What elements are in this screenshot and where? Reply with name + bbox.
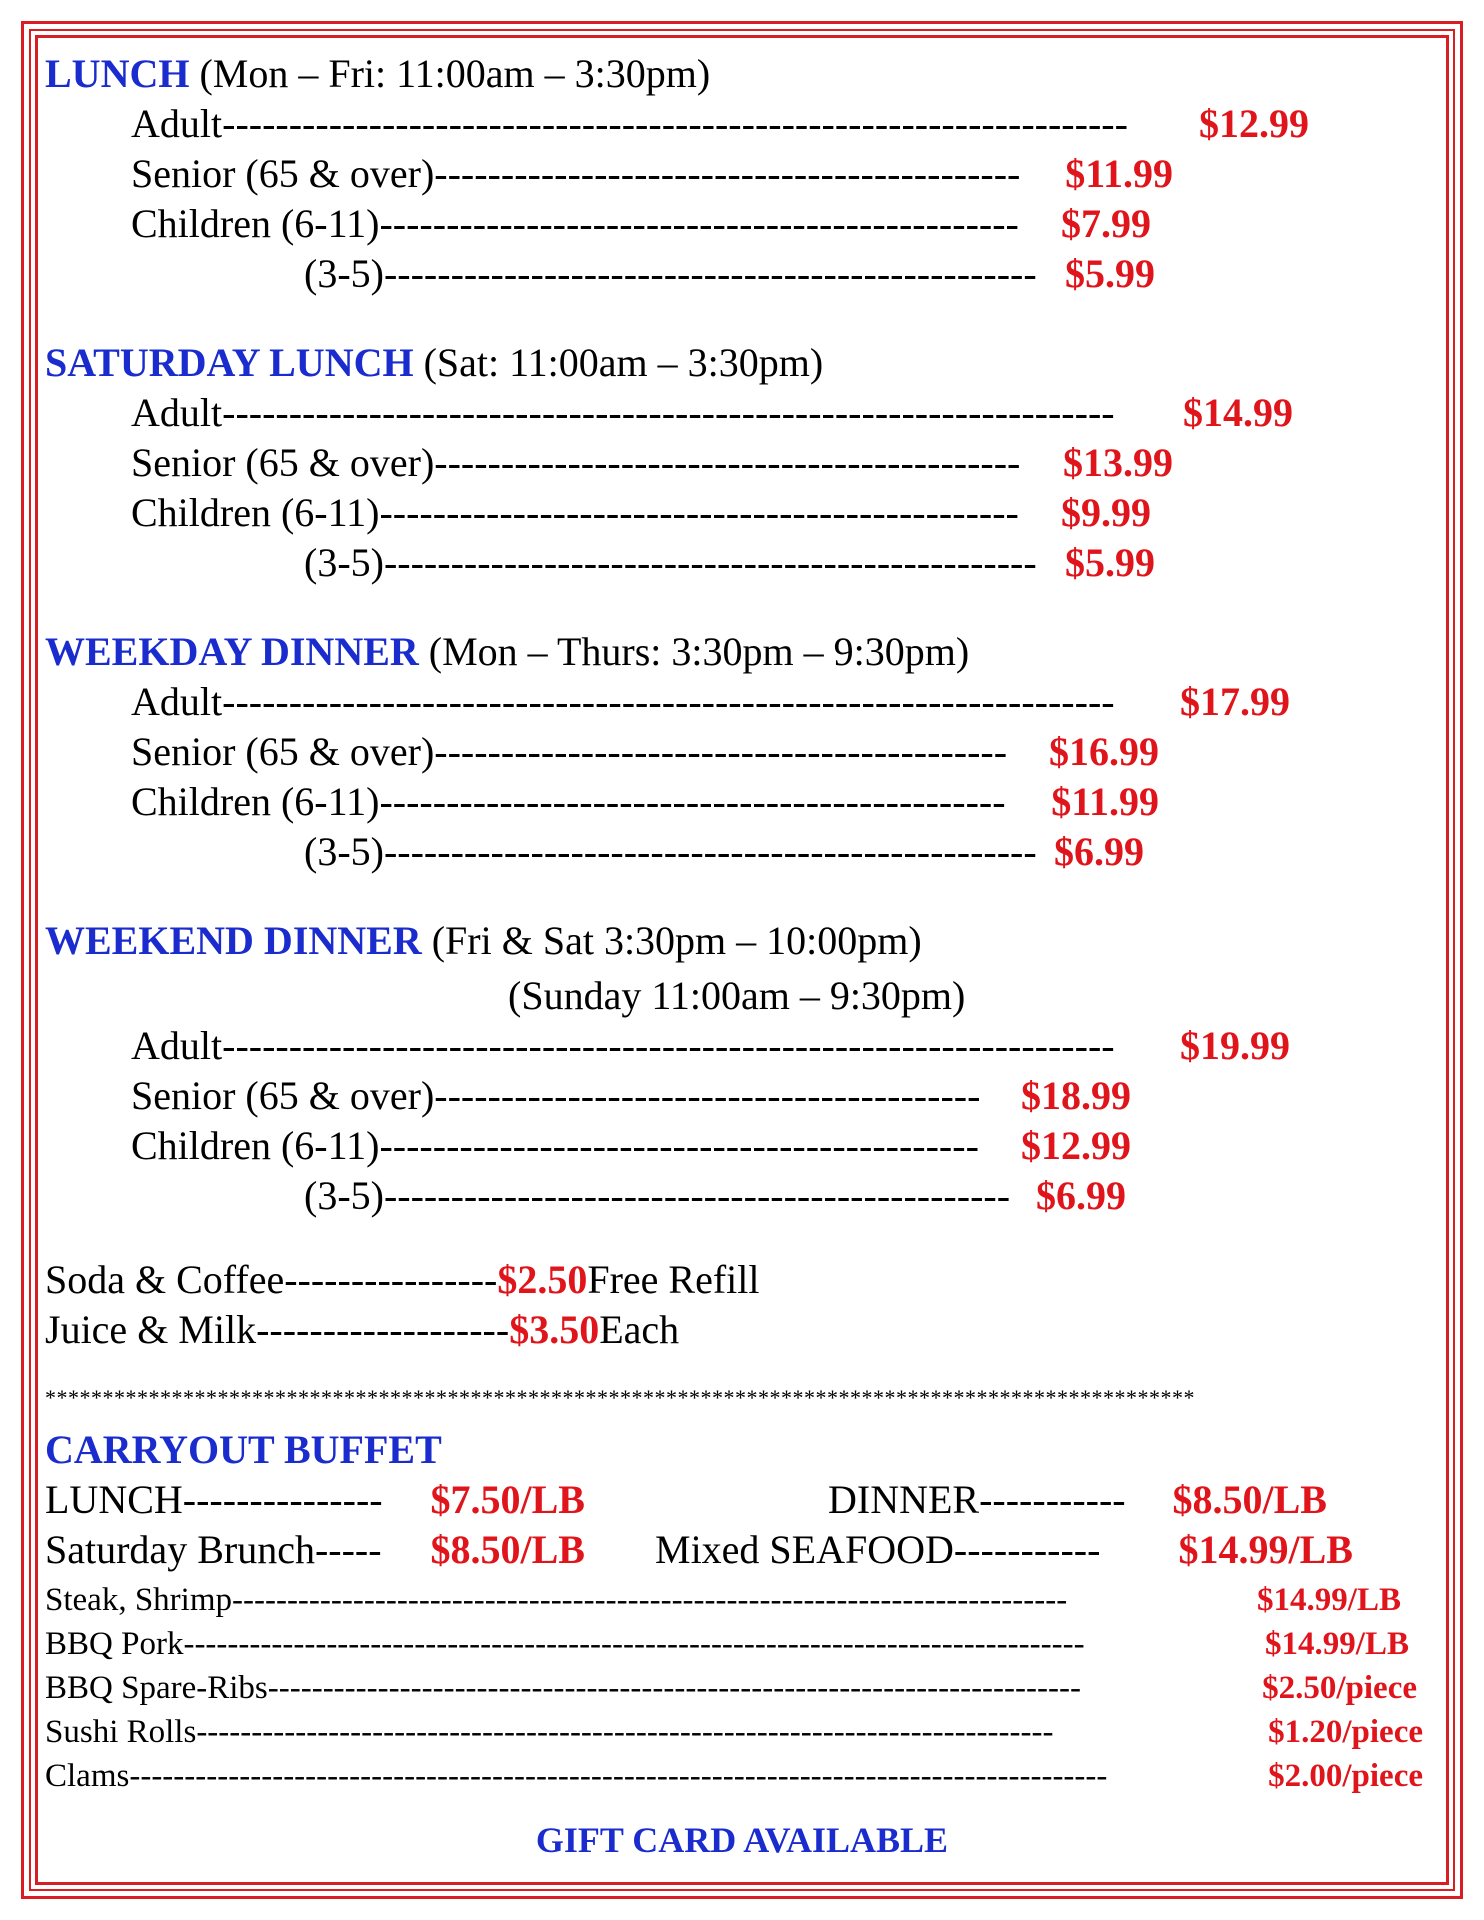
row-price: $19.99 <box>1180 1023 1290 1068</box>
carryout-dashes: ----------- <box>979 1477 1126 1522</box>
row-dashes: ------------------------------------------------- <box>383 540 1037 585</box>
price-row <box>131 390 1293 436</box>
section-lunch-header <box>45 51 710 97</box>
carryout-price: $14.99/LB <box>1178 1527 1353 1572</box>
price-row <box>131 151 1173 197</box>
item-label: Steak, Shrimp <box>45 1582 232 1618</box>
price-row <box>131 679 1290 725</box>
carryout-label: Mixed SEAFOOD <box>655 1527 954 1572</box>
row-dashes: ----------------------------------------- <box>434 1073 981 1118</box>
item-dashes: ------------------------------------------------------------------------------ <box>196 1714 1054 1750</box>
price-row <box>131 779 1159 825</box>
row-label: Children (6-11) <box>131 201 380 246</box>
row-dashes: ------------------------------------------------------------------- <box>222 679 1115 724</box>
drink-label: Juice & Milk <box>45 1307 257 1352</box>
carryout-price: $8.50/LB <box>430 1527 585 1572</box>
row-dashes: ------------------------------------------------ <box>379 490 1019 535</box>
row-price: $16.99 <box>1049 729 1159 774</box>
row-price: $5.99 <box>1065 251 1155 296</box>
row-price: $7.99 <box>1061 201 1151 246</box>
item-price: $14.99/LB <box>1257 1582 1401 1618</box>
row-label: (3-5) <box>304 540 384 585</box>
row-label: Children (6-11) <box>131 490 380 535</box>
menu-content <box>45 45 1439 1875</box>
item-price: $2.50/piece <box>1262 1670 1417 1706</box>
carryout-row <box>45 1527 585 1573</box>
carryout-row <box>655 1527 1353 1573</box>
row-price: $9.99 <box>1061 490 1151 535</box>
price-row <box>304 1173 1126 1219</box>
row-dashes: -------------------------------------------- <box>434 151 1021 196</box>
row-dashes: --------------------------------------------- <box>379 1123 979 1168</box>
row-label: Children (6-11) <box>131 1123 380 1168</box>
price-row <box>131 1123 1131 1169</box>
drink-note: Free Refill <box>587 1257 760 1302</box>
carryout-label: Saturday Brunch <box>45 1527 315 1572</box>
row-price: $6.99 <box>1054 829 1144 874</box>
row-label: Senior (65 & over) <box>131 729 435 774</box>
row-price: $18.99 <box>1021 1073 1131 1118</box>
price-row <box>131 440 1173 486</box>
row-dashes: ----------------------------------------------- <box>383 1173 1011 1218</box>
carryout-dashes: ----------- <box>953 1527 1101 1572</box>
row-price: $11.99 <box>1051 779 1159 824</box>
price-row <box>131 1023 1290 1069</box>
row-price: $14.99 <box>1183 390 1293 435</box>
carryout-label: LUNCH <box>45 1477 183 1522</box>
row-price: $6.99 <box>1036 1173 1126 1218</box>
price-row <box>304 251 1155 297</box>
section-hours: (Sat: 11:00am – 3:30pm) <box>423 340 824 385</box>
carryout-item-row <box>45 1757 1423 1795</box>
carryout-item-row <box>45 1581 1401 1619</box>
drink-note: Each <box>599 1307 680 1352</box>
row-dashes: ----------------------------------------------- <box>379 779 1006 824</box>
section-title: WEEKEND DINNER <box>45 918 422 963</box>
row-price: $5.99 <box>1065 540 1155 585</box>
carryout-item-row <box>45 1625 1409 1663</box>
carryout-item-row <box>45 1713 1423 1751</box>
section-title: WEEKDAY DINNER <box>45 629 419 674</box>
item-dashes: ---------------------------------------------------------------------------- <box>232 1582 1068 1618</box>
row-price: $12.99 <box>1021 1123 1131 1168</box>
row-label: Adult <box>131 390 223 435</box>
section-weekend-dinner-header <box>45 918 922 964</box>
row-price: $11.99 <box>1065 151 1173 196</box>
row-price: $12.99 <box>1199 101 1309 146</box>
item-dashes: -------------------------------------------------------------------------- <box>267 1670 1081 1706</box>
row-dashes: ------------------------------------------- <box>434 729 1008 774</box>
section-title: SATURDAY LUNCH <box>45 340 414 385</box>
drink-dashes: ------------------- <box>256 1307 510 1352</box>
price-row <box>131 490 1151 536</box>
drink-row <box>45 1307 805 1353</box>
row-price: $13.99 <box>1063 440 1173 485</box>
carryout-label: DINNER <box>828 1477 980 1522</box>
carryout-price: $7.50/LB <box>430 1477 585 1522</box>
section-hours: (Mon – Thurs: 3:30pm – 9:30pm) <box>428 629 970 674</box>
row-dashes: ------------------------------------------------------------------- <box>222 1023 1115 1068</box>
price-row <box>131 1073 1131 1119</box>
drink-dashes: ---------------- <box>284 1257 498 1302</box>
carryout-price: $8.50/LB <box>1172 1477 1327 1522</box>
row-dashes: ------------------------------------------------------------------- <box>222 390 1115 435</box>
section-weekday-dinner-header <box>45 629 969 675</box>
star-divider: **************************************************************************************************** <box>45 1385 1195 1410</box>
price-row <box>131 729 1159 775</box>
price-row <box>131 101 1309 147</box>
carryout-dashes: ----- <box>314 1527 382 1572</box>
row-label: Adult <box>131 101 223 146</box>
price-row <box>131 201 1151 247</box>
row-dashes: ------------------------------------------------ <box>379 201 1019 246</box>
item-dashes: ----------------------------------------------------------------------------------------- <box>129 1758 1108 1794</box>
row-label: Children (6-11) <box>131 779 380 824</box>
row-label: Senior (65 & over) <box>131 440 435 485</box>
drink-label: Soda & Coffee <box>45 1257 285 1302</box>
section-hours: (Mon – Fri: 11:00am – 3:30pm) <box>199 51 711 96</box>
row-label: (3-5) <box>304 829 384 874</box>
item-price: $1.20/piece <box>1268 1714 1423 1750</box>
row-dashes: ------------------------------------------------- <box>383 829 1037 874</box>
carryout-dashes: --------------- <box>182 1477 383 1522</box>
row-dashes: -------------------------------------------- <box>434 440 1021 485</box>
item-label: Sushi Rolls <box>45 1714 197 1750</box>
item-label: BBQ Pork <box>45 1626 184 1662</box>
price-row <box>304 540 1155 586</box>
row-dashes: ------------------------------------------------- <box>383 251 1037 296</box>
row-price: $17.99 <box>1180 679 1290 724</box>
item-dashes: ---------------------------------------------------------------------------------- <box>183 1626 1085 1662</box>
drink-row <box>45 1257 849 1303</box>
section-hours: (Fri & Sat 3:30pm – 10:00pm) <box>431 918 922 963</box>
row-label: (3-5) <box>304 251 384 296</box>
row-label: (3-5) <box>304 1173 384 1218</box>
drink-price: $2.50 <box>497 1257 588 1302</box>
item-price: $14.99/LB <box>1265 1626 1409 1662</box>
item-label: Clams <box>45 1758 130 1794</box>
row-label: Senior (65 & over) <box>131 1073 435 1118</box>
row-label: Senior (65 & over) <box>131 151 435 196</box>
drink-price: $3.50 <box>509 1307 600 1352</box>
row-label: Adult <box>131 1023 223 1068</box>
row-label: Adult <box>131 679 223 724</box>
row-dashes: -------------------------------------------------------------------- <box>222 101 1128 146</box>
section-saturday-lunch-header <box>45 340 823 386</box>
section-title: LUNCH <box>45 51 190 96</box>
price-row <box>304 829 1144 875</box>
item-price: $2.00/piece <box>1268 1758 1423 1794</box>
item-label: BBQ Spare-Ribs <box>45 1670 268 1706</box>
section-hours-sunday: (Sunday 11:00am – 9:30pm) <box>508 973 966 1018</box>
gift-card-note: GIFT CARD AVAILABLE <box>535 1820 949 1860</box>
carryout-row <box>45 1477 585 1523</box>
carryout-item-row <box>45 1669 1417 1707</box>
carryout-title: CARRYOUT BUFFET <box>45 1427 442 1472</box>
carryout-row <box>828 1477 1327 1523</box>
